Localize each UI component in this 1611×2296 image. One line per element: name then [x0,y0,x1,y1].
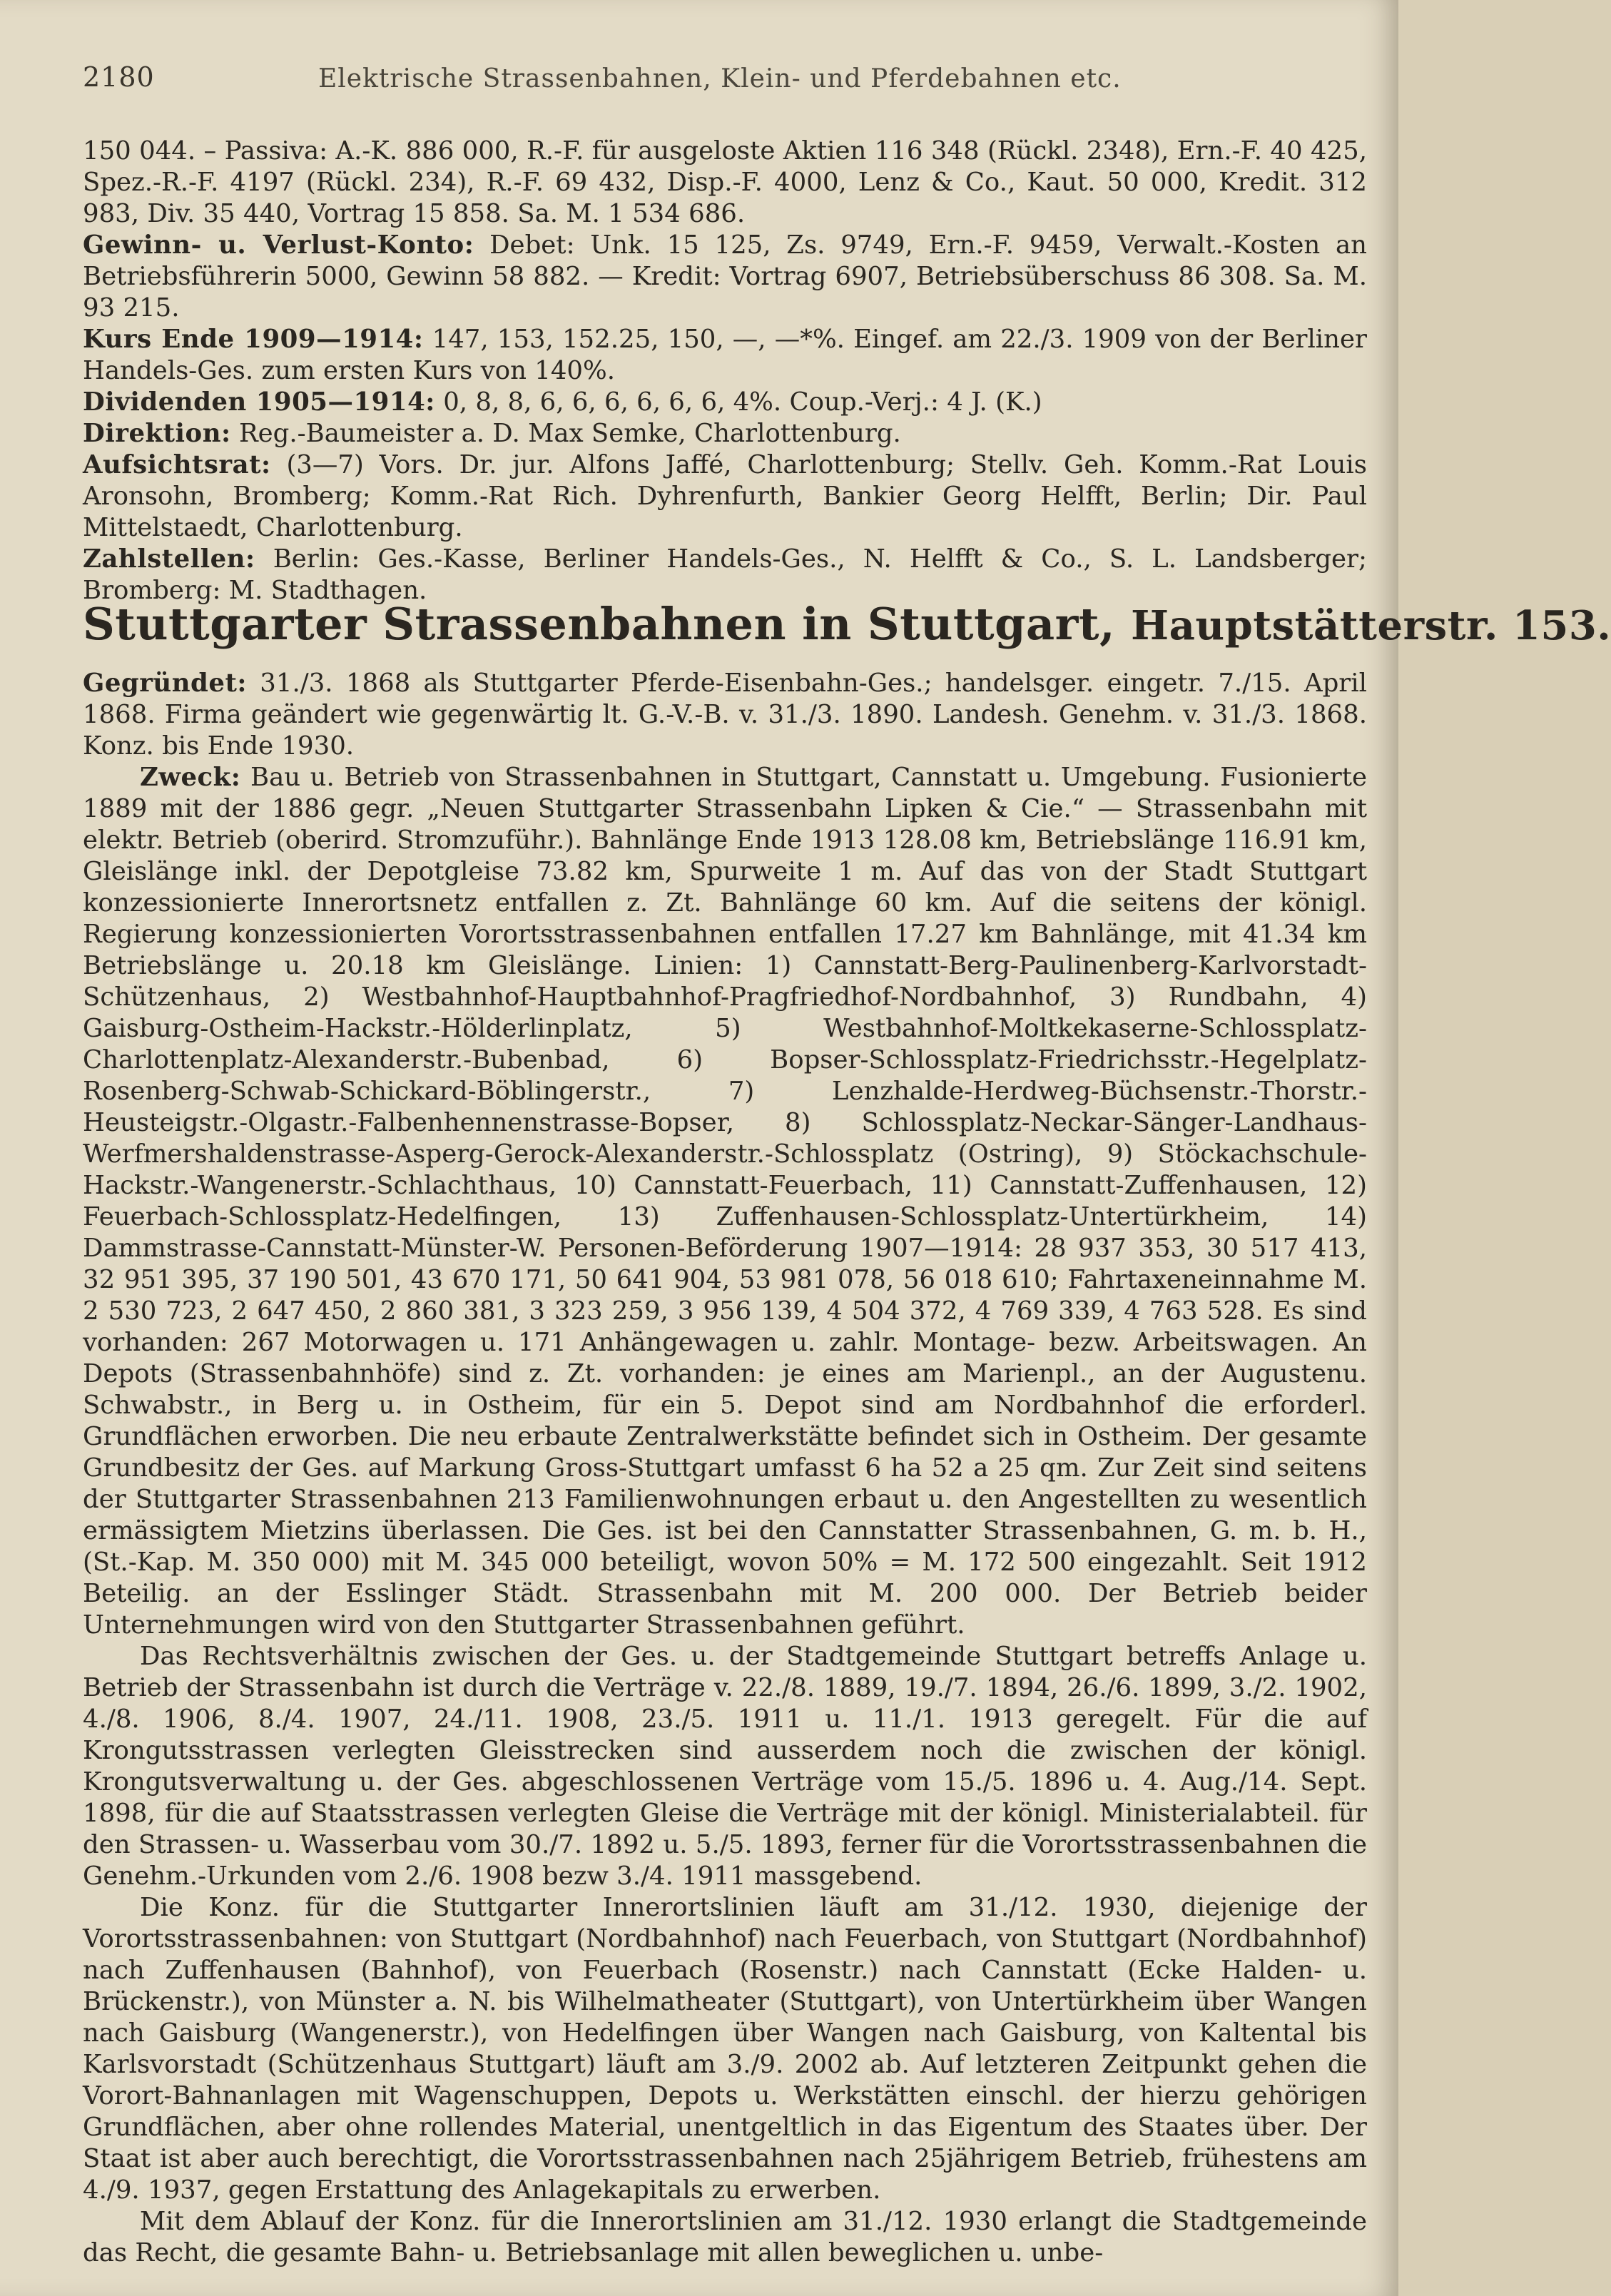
dividenden-label: Dividenden 1905—1914: [83,387,435,417]
zahlstellen-paragraph [83,544,1367,606]
zweck-label: Zweck: [140,763,241,792]
company-entry [83,668,1367,2269]
kurs-label: Kurs Ende 1909—1914: [83,325,424,354]
dividenden-text: 0, 8, 8, 6, 6, 6, 6, 6, 6, 4%. Coup.-Verj.: 4 J. (K.) [443,387,1042,417]
previous-company-entry [83,136,1367,606]
company-title: Stuttgarter Strassenbahnen in Stuttgart, [83,598,1116,650]
page-header [83,61,1360,104]
dividenden-paragraph [83,387,1367,418]
zweck-text: Bau u. Betrieb von Strassenbahnen in Stuttgart, Cannstatt u. Umgebung. Fusionierte 1889 mit der 1886 gegr. „Neuen Stuttgarter Strassenbahn Lipken & Cie.“ — Strassenbahn mit elektr. Betrieb (oberird. Stromzuführ.). Bahnlänge Ende 1913 128.08 km, Betriebslänge 116.91 km, Gleislänge inkl. der Depotgleise 73.82 km, Spurweite 1 m. Auf das von der Stadt Stuttgart konzessionierte Innerortsnetz entfallen z. Zt. Bahnlänge 60 km. Auf die seitens der königl. Regierung konzessionierten Vorortsstrassenbahnen entfallen 17.27 km Bahnlänge, mit 41.34 km Betriebslänge u. 20.18 km Gleislänge. Linien: 1) Cannstatt-Berg-Paulinenberg-Karlvorstadt-Schützenhaus, 2) Westbahnhof-Hauptbahnhof-Pragfriedhof-Nordbahnhof, 3) Rundbahn, 4) Gaisburg-Ostheim-Hackstr.-Hölderlinplatz, 5) Westbahnhof-Moltkekaserne-Schlossplatz-Charlottenplatz-Alexanderstr.-Bubenbad, 6) Bopser-Schlossplatz-Friedrichsstr.-Hegelplatz-Rosenberg-Schwab-Schickard-Böblingerstr., 7) Lenzhalde-Herdweg-Büchsenstr.-Thorstr.-Heusteigstr.-Olgastr.-Falbenhennenstrasse-Bopser, 8) Schlossplatz-Neckar-Sänger-Landhaus-Werfmershaldenstrasse-Asperg-Gerock-Alexanderstr.-Schlossplatz (Ostring), 9) Stöckachschule-Hackstr.-Wangenerstr.-Schlachthaus, 10) Cannstatt-Feuerbach, 11) Cannstatt-Zuffenhausen, 12) Feuerbach-Schlossplatz-Hedelfingen, 13) Zuffenhausen-Schlossplatz-Untertürkheim, 14) Dammstrasse-Cannstatt-Münster-W. Personen-Beförderung 1907—1914: 28 937 353, 30 517 413, 32 951 395, 37 190 501, 43 670 171, 50 641 904, 53 981 078, 56 018 610; Fahrtaxeneinnahme M. 2 530 723, 2 647 450, 2 860 381, 3 323 259, 3 956 139, 4 504 372, 4 769 339, 4 763 528. Es sind vorhanden: 267 Motorwagen u. 171 Anhängewagen u. zahlr. Montage- bezw. Arbeitswagen. An Depots (Strassenbahnhöfe) sind z. Zt. vorhanden: je eines am Marienpl., an der Augustenu. Schwabstr., in Berg u. in Ostheim, für ein 5. Depot sind am Nordbahnhof die erforderl. Grundflächen erworben. Die neu erbaute Zentralwerkstätte befindet sich in Ostheim. Der gesamte Grundbesitz der Ges. auf Markung Gross-Stuttgart umfasst 6 ha 52 a 25 qm. Zur Zeit sind seitens der Stuttgarter Strassenbahnen 213 Familienwohnungen erbaut u. den Angestellten zu wesentlich ermässigtem Mietzins überlassen. Die Ges. ist bei den Cannstatter Strassenbahnen, G. m. b. H., (St.-Kap. M. 350 000) mit M. 345 000 beteiligt, wovon 50% = M. 172 500 eingezahlt. Seit 1912 Beteilig. an der Esslinger Städt. Strassenbahn mit M. 200 000. Der Betrieb beider Unternehmungen wird von den Stuttgarter Strassenbahnen geführt. [83,763,1367,1640]
direktion-text: Reg.-Baumeister a. D. Max Semke, Charlottenburg. [238,419,901,448]
rechtsverhaeltnis-paragraph: Das Rechtsverhältnis zwischen der Ges. u. der Stadtgemeinde Stuttgart betreffs Anlage u. Betrieb der Strassenbahn ist durch die Verträge v. 22./8. 1889, 19./7. 1894, 26./6. 1899, 3./2. 1902, 4./8. 1906, 8./4. 1907, 24./11. 1908, 23./5. 1911 u. 11./1. 1913 geregelt. Für die auf Krongutsstrassen verlegten Gleisstrecken sind ausserdem noch die zwischen der königl. Krongutsverwaltung u. der Ges. abgeschlossenen Verträge vom 15./5. 1896 u. 4. Aug./14. Sept. 1898, für die auf Staatsstrassen verlegten Gleise die Verträge mit der königl. Ministerialabteil. für den Strassen- u. Wasserbau vom 30./7. 1892 u. 5./5. 1893, ferner für die Vorortsstrassenbahnen die Genehm.-Urkunden vom 2./6. 1908 bezw 3./4. 1911 massgebend. [83,1642,1367,1891]
zahlstellen-text: Berlin: Ges.-Kasse, Berliner Handels-Ges., N. Helfft & Co., S. L. Landsberger; Bromberg: M. Stadthagen. [83,544,1367,605]
passiva-paragraph: 150 044. – Passiva: A.-K. 886 000, R.-F. für ausgeloste Aktien 116 348 (Rückl. 2348), Ern.-F. 40 425, Spez.-R.-F. 4197 (Rückl. 234), R.-F. 69 432, Disp.-F. 4000, Lenz & Co., Kaut. 50 000, Kredit. 312 983, Div. 35 440, Vortrag 15 858. Sa. M. 1 534 686. [83,136,1367,228]
gegruendet-label: Gegründet: [83,669,247,698]
direktion-label: Direktion: [83,419,231,448]
page-number: 2180 [83,61,155,93]
aufsichtsrat-text: (3—7) Vors. Dr. jur. Alfons Jaffé, Charlottenburg; Stellv. Geh. Komm.-Rat Louis Aronsohn, Bromberg; Komm.-Rat Rich. Dyhrenfurth, Bankier Georg Helfft, Berlin; Dir. Paul Mittelstaedt, Charlottenburg. [83,450,1367,542]
direktion-paragraph [83,418,1367,449]
aufsichtsrat-paragraph [83,449,1367,544]
zweck-paragraph [83,762,1367,1641]
kurs-paragraph [83,324,1367,387]
running-title: Elektrische Strassenbahnen, Klein- und Pferdebahnen etc. [318,64,1122,93]
aufsichtsrat-label: Aufsichtsrat: [83,450,271,479]
gewinn-label: Gewinn- u. Verlust-Konto: [83,230,474,260]
zahlstellen-label: Zahlstellen: [83,544,255,574]
gewinn-paragraph [83,230,1367,324]
ablauf-paragraph: Mit dem Ablauf der Konz. für die Innerortslinien am 31./12. 1930 erlangt die Stadtgemeinde das Recht, die gesamte Bahn- u. Betriebsanlage mit allen beweglichen u. unbe- [83,2207,1367,2267]
company-address: Hauptstätterstr. 153. [1131,602,1611,649]
gegruendet-text: 31./3. 1868 als Stuttgarter Pferde-Eisenbahn-Ges.; handelsger. eingetr. 7./15. April 1868. Firma geändert wie gegenwärtig lt. G.-V.-B. v. 31./3. 1890. Landesh. Genehm. v. 31./3. 1868. Konz. bis Ende 1930. [83,669,1367,761]
gewinn-text: Debet: Unk. 15 125, Zs. 9749, Ern.-F. 9459, Verwalt.-Kosten an Betriebsführerin 5000, Gewinn 58 882. — Kredit: Vortrag 6907, Betriebsüberschuss 86 308. Sa. M. 93 215. [83,230,1367,322]
konzession-paragraph: Die Konz. für die Stuttgarter Innerortslinien läuft am 31./12. 1930, diejenige der Vorortsstrassenbahnen: von Stuttgart (Nordbahnhof) nach Feuerbach, von Stuttgart (Nordbahnhof) nach Zuffenhausen (Bahnhof), von Feuerbach (Rosenstr.) nach Cannstatt (Ecke Halden- u. Brückenstr.), von Münster a. N. bis Wilhelmatheater (Stuttgart), von Untertürkheim über Wangen nach Gaisburg (Wangenerstr.), von Hedelfingen über Wangen nach Gaisburg, von Kaltental bis Karlsvorstadt (Schützenhaus Stuttgart) läuft am 3./9. 2002 ab. Auf letzteren Zeitpunkt gehen die Vorort-Bahnanlagen mit Wagenschuppen, Depots u. Werkstätten einschl. der hierzu gehörigen Grundflächen, aber ohne rollendes Material, unentgeltlich in das Eigentum des Staates über. Der Staat ist aber auch berechtigt, die Vorortsstrassenbahnen nach 25jährigem Betrieb, frühestens am 4./9. 1937, gegen Erstattung des Anlagekapitals zu erwerben. [83,1893,1367,2205]
gegruendet-paragraph [83,668,1367,762]
company-heading [83,598,1611,650]
kurs-text: 147, 153, 152.25, 150, —, —*%. Eingef. am 22./3. 1909 von der Berliner Handels-Ges. zum ersten Kurs von 140%. [83,325,1367,385]
